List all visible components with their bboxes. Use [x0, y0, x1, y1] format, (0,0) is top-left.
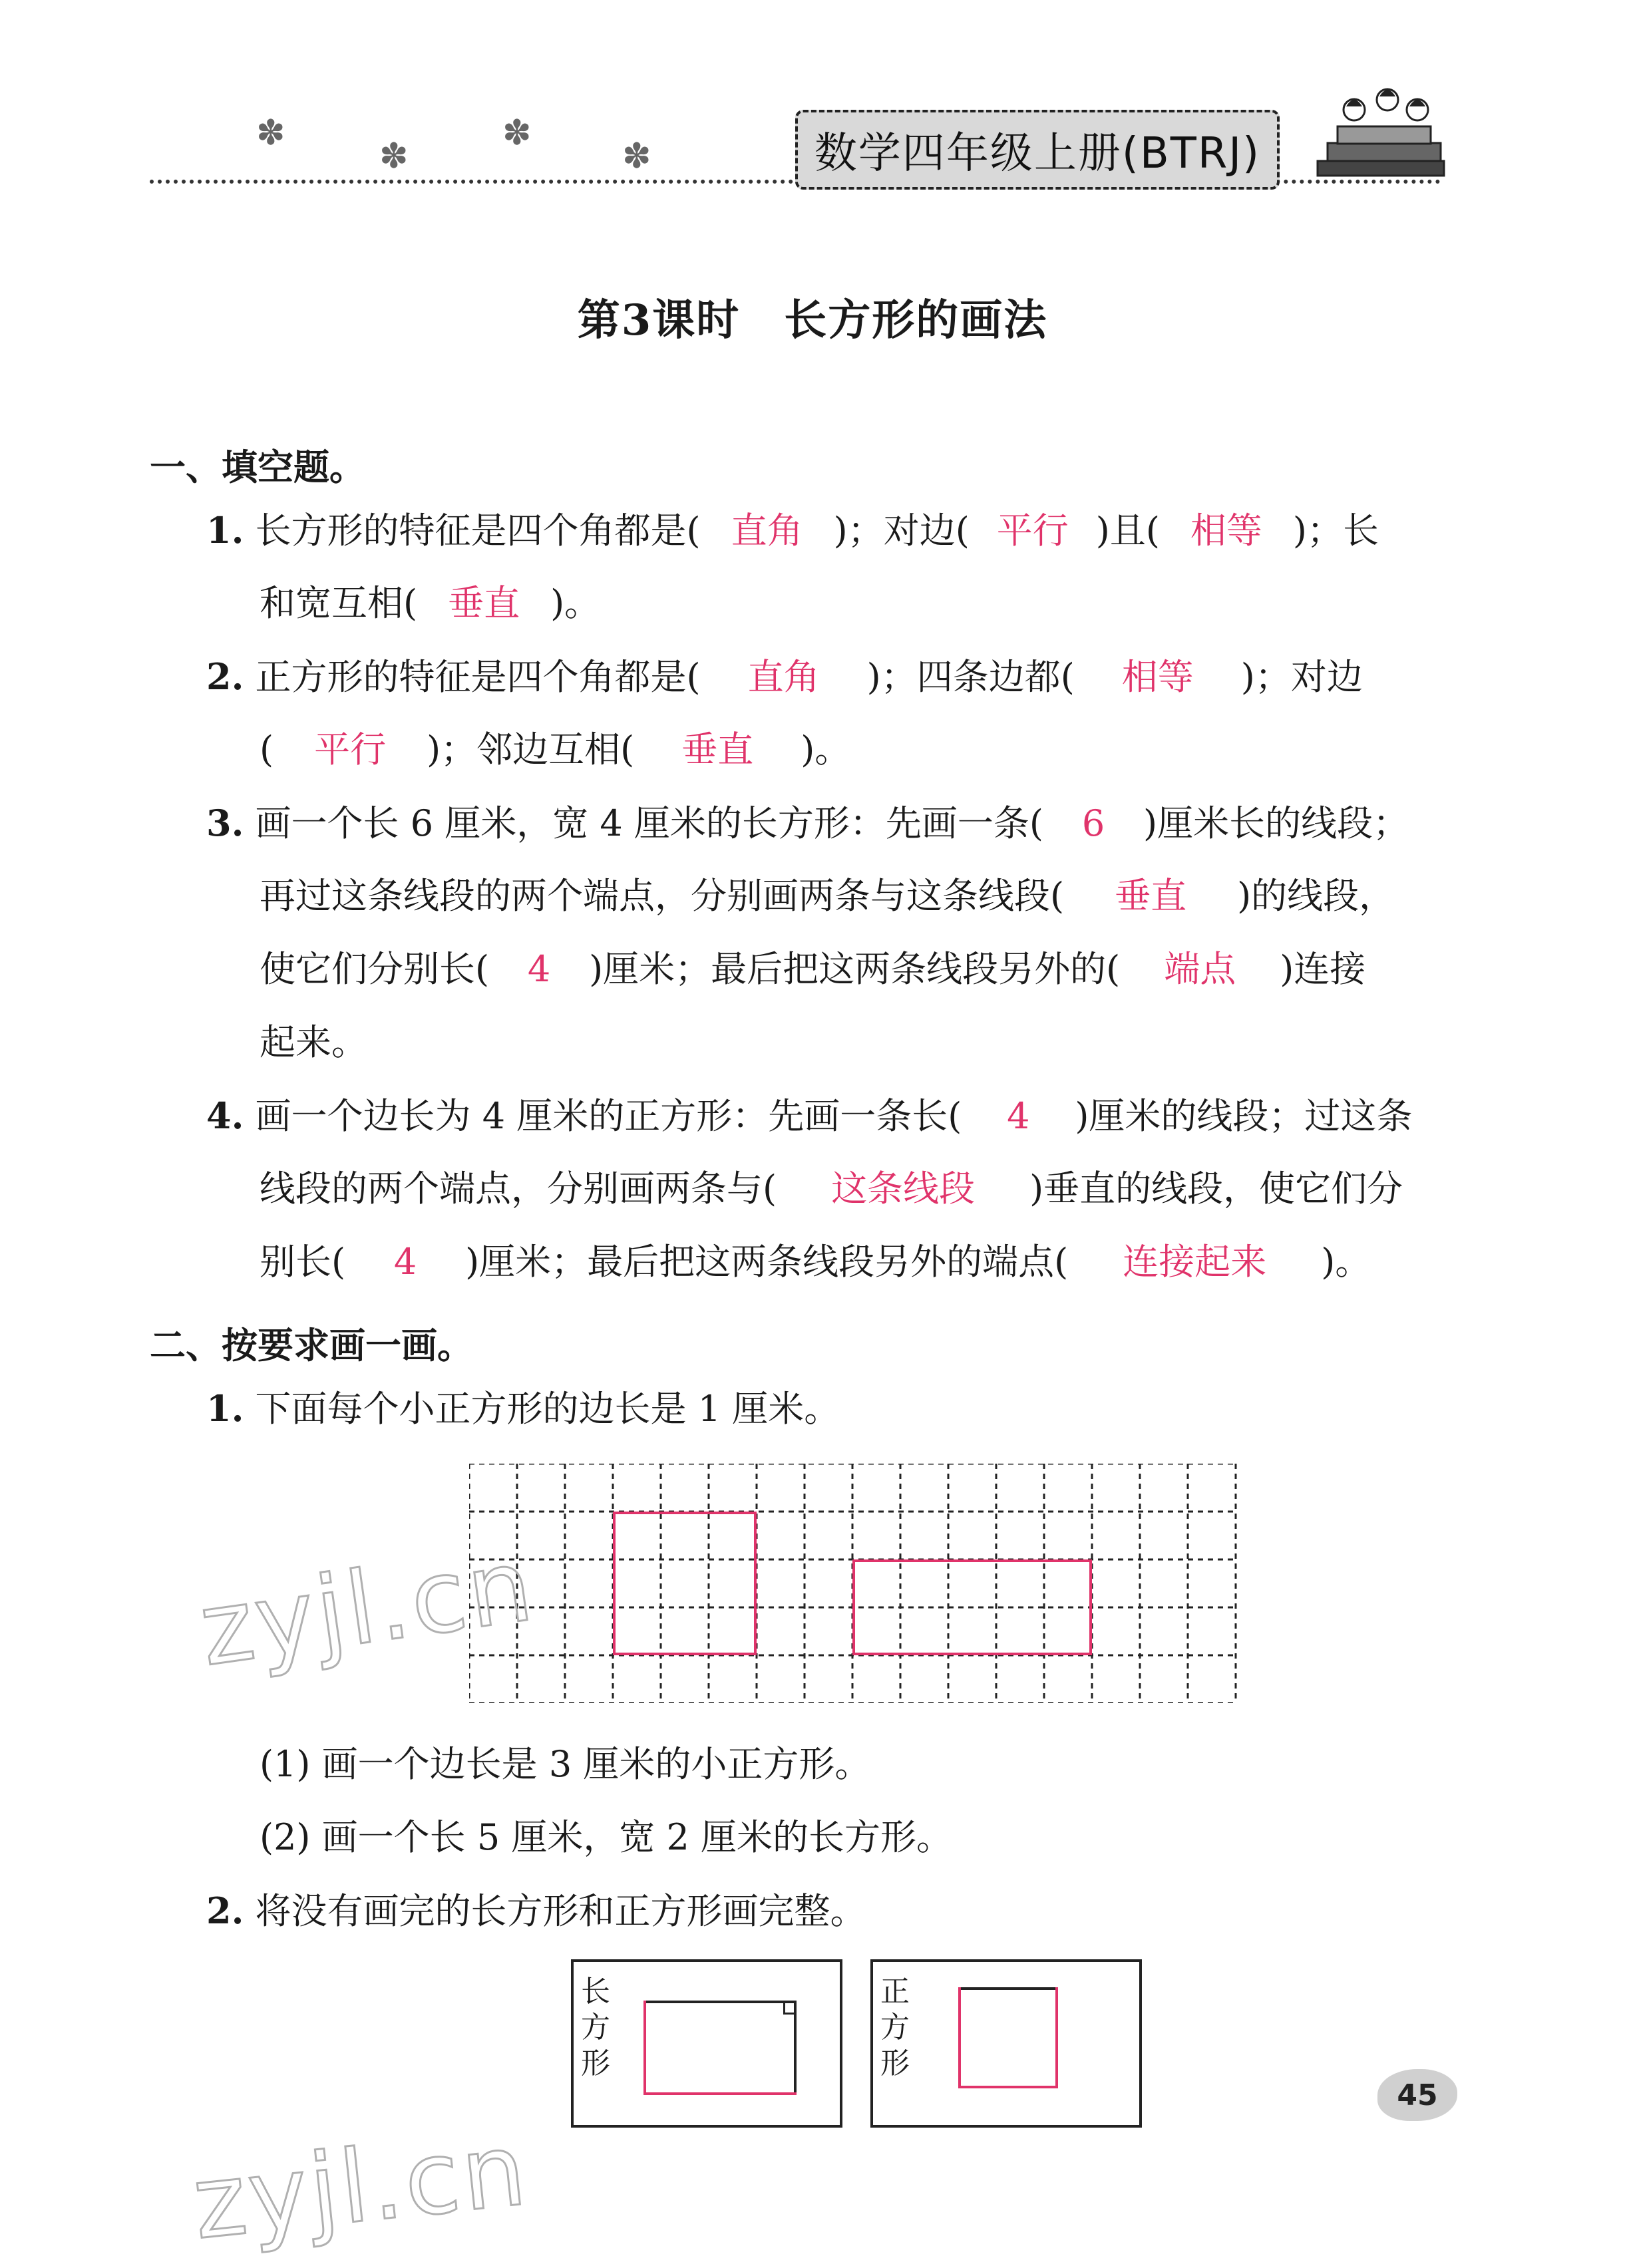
answer-blank: 垂直: [681, 729, 754, 770]
question-text: )厘米；最后把这两条线段另外的端点(: [465, 1241, 1069, 1283]
question-text: )厘米；最后把这两条线段另外的(: [589, 948, 1121, 990]
question-text: )。: [801, 729, 851, 770]
answer-blank: 平行: [314, 729, 387, 770]
question-text: 将没有画完的长方形和正方形画完整。: [255, 1890, 866, 1932]
star-icon: ✽: [256, 113, 285, 153]
kids-reading-illustration-icon: [1314, 80, 1454, 186]
question-text: )；对边: [1240, 656, 1363, 698]
question-number: 1.: [206, 1387, 244, 1430]
square-completion-box: [870, 1959, 1142, 2128]
question-text: 画一个长 6 厘米，宽 4 厘米的长方形：先画一条(: [255, 802, 1043, 844]
section-title-drawing: 二、按要求画一画。: [150, 1324, 473, 1367]
question-4-line-3: [260, 1241, 1371, 1283]
answer-blank: 4: [1007, 1095, 1030, 1137]
question-text: 使它们分别长(: [260, 948, 490, 990]
question-text: )厘米的线段；过这条: [1075, 1095, 1413, 1137]
answer-blank: 这条线段: [831, 1168, 976, 1210]
star-icon: ✽: [622, 136, 651, 176]
answer-blank: 垂直: [1115, 875, 1187, 917]
question-text: )的线段，: [1237, 875, 1395, 917]
question-number: 4.: [206, 1094, 244, 1137]
right-angle-mark-icon: [783, 2003, 795, 2015]
square-label: [878, 1974, 912, 2082]
question-text: 正方形的特征是四个角都是(: [255, 656, 701, 698]
page-number-badge: [1377, 2069, 1457, 2121]
completed-bottom-edge: [643, 2092, 797, 2095]
question-3-line-4: [260, 1021, 367, 1063]
question-2-line-2: [260, 729, 851, 770]
given-top-edge: [958, 1987, 1058, 1990]
question-text: 起来。: [260, 1021, 367, 1063]
question-2-line-1: [206, 655, 1363, 698]
question-text: )。: [1321, 1241, 1371, 1283]
question-text: )；对边(: [833, 510, 970, 552]
label-char: 方: [880, 2011, 910, 2044]
watermark: zyjl.cn: [193, 1527, 542, 1689]
question-text: 和宽互相(: [260, 582, 418, 624]
completed-right-edge: [1055, 1987, 1058, 2087]
label-char: 长: [581, 1975, 610, 2009]
question-text: 再过这条线段的两个端点，分别画两条与这条线段(: [260, 875, 1065, 917]
question-number: 1.: [206, 509, 244, 552]
completed-left-edge: [958, 1987, 961, 2087]
question-4-line-1: [206, 1094, 1413, 1137]
book-title-banner: [795, 110, 1280, 190]
question-text: 别长(: [260, 1241, 346, 1283]
star-icon: ✽: [502, 113, 532, 153]
question-text: )；邻边互相(: [427, 729, 635, 770]
answer-blank: 直角: [731, 510, 803, 552]
question-text: )厘米长的线段；: [1143, 802, 1409, 844]
lesson-title: 第3课时 长方形的画法: [577, 295, 1048, 345]
question-3-line-2: [260, 875, 1395, 917]
question-number: 3.: [206, 802, 244, 844]
question-text: 线段的两个端点，分别画两条与(: [260, 1168, 777, 1210]
question-text: )；长: [1292, 510, 1379, 552]
label-char: 形: [880, 2046, 910, 2080]
drawn-square-3cm: [613, 1512, 757, 1655]
drawing-subquestion-2: (2) 画一个长 5 厘米，宽 2 厘米的长方形。: [260, 1816, 953, 1858]
question-text: (: [260, 729, 274, 770]
question-3-line-3: [260, 948, 1366, 990]
watermark: zyjl.cn: [188, 2112, 534, 2262]
book-title: 数学四年级上册(BTRJ): [814, 129, 1261, 178]
answer-blank: 6: [1081, 802, 1105, 844]
question-text: )；四条边都(: [866, 656, 1075, 698]
question-number: 2.: [206, 655, 244, 698]
question-text: 下面每个小正方形的边长是 1 厘米。: [255, 1388, 840, 1430]
answer-blank: 相等: [1121, 656, 1194, 698]
question-text: 画一个边长为 4 厘米的正方形：先画一条长(: [255, 1095, 962, 1137]
rectangle-completion-box: [571, 1959, 842, 2128]
question-text: )垂直的线段，使它们分: [1029, 1168, 1403, 1210]
section-title-fill-blank: 一、填空题。: [150, 446, 365, 488]
given-right-edge: [794, 2001, 797, 2094]
drawing-subquestion-1: (1) 画一个边长是 3 厘米的小正方形。: [260, 1743, 871, 1785]
square-grid: [469, 1464, 1241, 1703]
completed-left-edge: [643, 2001, 646, 2094]
answer-blank: 连接起来: [1123, 1241, 1267, 1283]
answer-blank: 端点: [1164, 948, 1236, 990]
rectangle-label: [579, 1974, 612, 2082]
label-char: 形: [581, 2046, 610, 2080]
question-1-line-1: [206, 509, 1379, 552]
answer-blank: 直角: [747, 656, 820, 698]
answer-blank: 4: [393, 1241, 417, 1283]
question-text: )且(: [1095, 510, 1160, 552]
label-char: 正: [880, 1975, 910, 2009]
answer-blank: 垂直: [448, 582, 520, 624]
question-number: 2.: [206, 1889, 244, 1932]
given-top-edge: [643, 2001, 797, 2003]
drawing-question-1: [206, 1387, 840, 1430]
star-icon: ✽: [379, 136, 409, 176]
answer-blank: 4: [527, 948, 551, 990]
question-1-line-2: [260, 582, 601, 624]
answer-blank: 相等: [1190, 510, 1262, 552]
completed-bottom-edge: [958, 2086, 1058, 2088]
question-text: 长方形的特征是四个角都是(: [255, 510, 701, 552]
page-number: 45: [1397, 2078, 1438, 2112]
question-4-line-2: [260, 1168, 1403, 1210]
question-text: )连接: [1280, 948, 1366, 990]
question-3-line-1: [206, 802, 1409, 844]
question-text: )。: [550, 582, 601, 624]
drawing-question-2: [206, 1889, 866, 1932]
drawn-rectangle-5x2: [852, 1559, 1092, 1655]
label-char: 方: [581, 2011, 610, 2044]
answer-blank: 平行: [996, 510, 1069, 552]
